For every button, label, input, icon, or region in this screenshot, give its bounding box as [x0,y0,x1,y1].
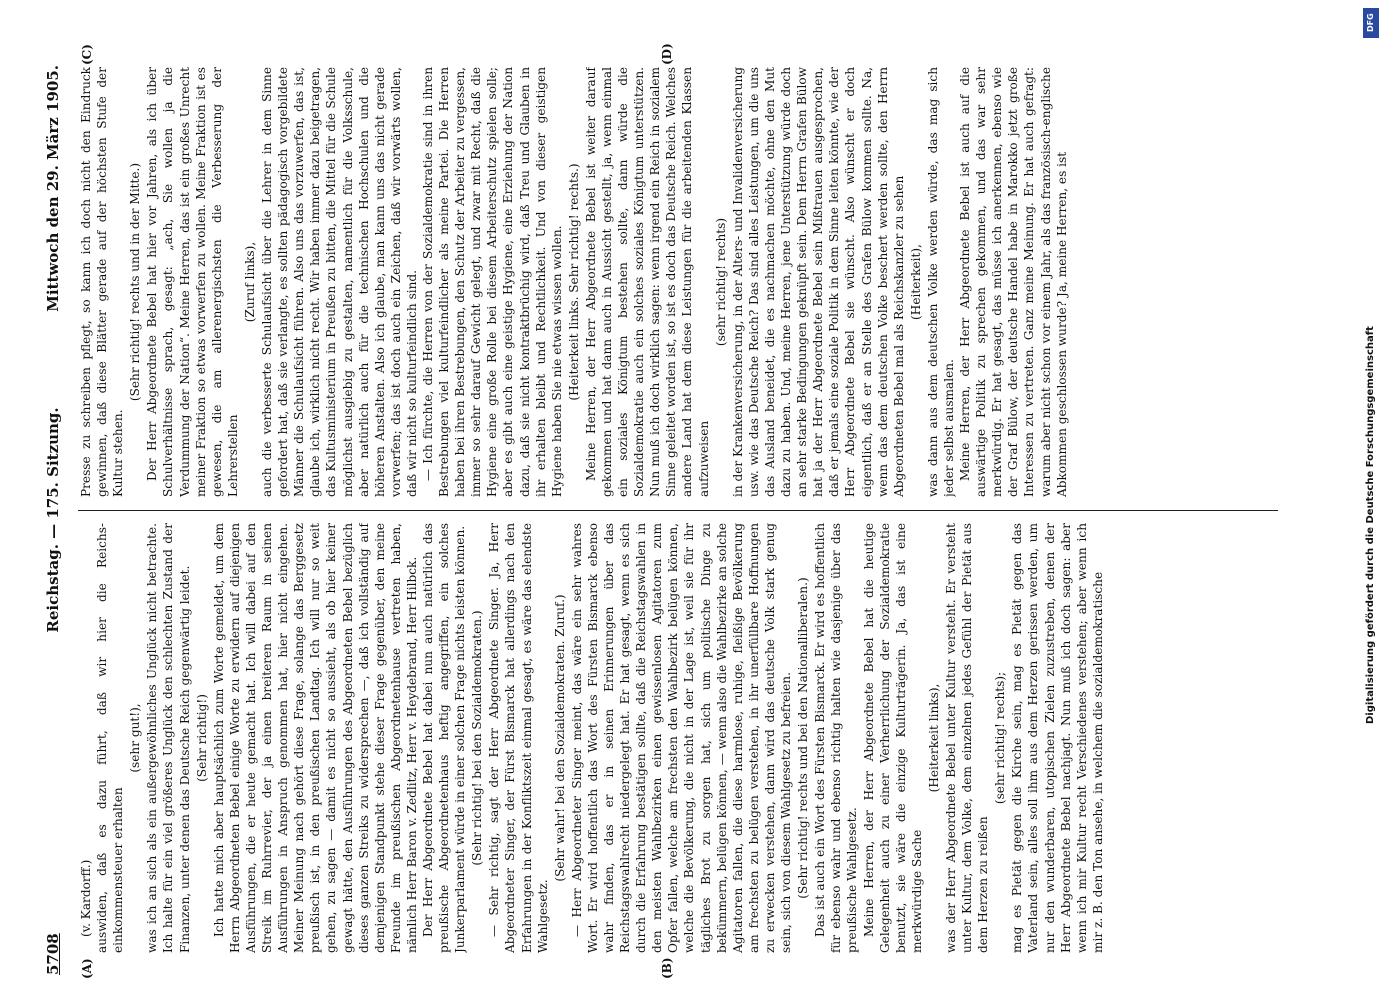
paragraph: was ich an sich als ein außergewöhnliches Unglück nicht betrachte. Ich halte für ein viel größeres Unglück den schlechten Zustand der Finanzen, unter denen das Deutsche Reich gegenwärtig leidet. [145,523,192,953]
margin-marker-d: (D) [660,43,674,65]
page-header [40,55,70,985]
paragraph: auswiden, daß es dazu führt, daß wir hier die Reichs-einkommensteuer erhalten [95,523,126,953]
interjection: (Heiterkeit links. Sehr richtig! rechts.) [566,163,581,401]
right-text-column [78,67,1328,497]
left-text-column [78,523,1328,953]
paragraph: — Sehr richtig, sagt der Herr Abgeordnete Singer. Ja, Herr Abgeordneter Singer, der Fürst Bismarck hat allerdings nach den Erfahrungen in der Konfliktszeit einmal gesagt, es wäre das elendste Wahlgesetz. [487,523,550,953]
interjection: (Sehr wahr! bei den Sozialdemokraten. Zuruf.) [552,594,567,882]
interjection: (Sehr richtig! bei den Sozialdemokraten.) [470,610,485,866]
paragraph: Presse zu schreiben pflegt, so kann ich doch nicht den Eindruck gewinnen, daß diese Blätter gerade auf der höchsten Stufe der Kultur stehen. [79,67,126,497]
page-number: 5708 [44,933,62,975]
paragraph: Das ist auch ein Wort des Fürsten Bismarck. Er wird es hoffentlich für ebenso wahr und ebenso richtig halten wie dasjenige über das preußische Wahlgesetz. [813,523,860,953]
paragraph: Meine Herren, der Herr Abgeordnete Bebel ist weiter darauf gekommen und hat dann auch in Aussicht gestellt, ja, wenn einmal ein soziales Königtum bestehen sollte, dann würde die Sozialdemokratie auch ein solches soziales Königtum unterstützen. Nun muß ich doch wirklich sagen: wenn irgend ein Reich in sozialem Sinne geleitet worden ist, so ist es doch das Deutsche Reich. Welches andere Land hat dem diese Leistungen für die arbeitenden Klassen aufzuweisen [583,67,711,497]
paragraph: was der Herr Abgeordnete Bebel unter Kultur versteht. Er versteht unter Kultur, dem Volke, dem einzelnen jedes Gefühl der Pietät aus dem Herzen zu reißen [943,523,991,953]
paragraph: mag es Pietät gegen die Kirche sein, mag es Pietät gegen das Vaterland sein, alles soll ihm aus dem Herzen gerissen werden, um nur den wunderbaren, utopischen Zielen zuzustreben, denen der Herr Abgeordnete Bebel nachjagt. Nun muß ich doch sagen: aber wenn ich mir Kultur recht Verschiedenes verstehen; aber wenn ich mir z. B. den Ton ansehe, in welchem die sozialdemokratische [1010,523,1105,953]
paragraph: Der Herr Abgeordnete Bebel hat hier vor Jahren, als ich über Schulverhältnisse sprach, gesagt: „ach, Sie wollen ja die Verdummung der Nation“. Meine Herren, das ist ein großes Unrecht meiner Fraktion so etwas vorwerfen zu wollen. Meine Fraktion ist es gewesen, die am allerenergischsten die Verbesserung der Lehrerstellen [145,67,240,497]
interjection: (Sehr richtig! rechts und bei den Nationalliberalen.) [796,577,811,899]
paragraph: — Herr Abgeordneter Singer meint, das wäre ein sehr wahres Wort. Er wird hoffentlich das Wort des Fürsten Bismarck ebenso wahr finden, das er in seinen Erinnerungen über das Reichstagswahlrecht niedergelegt hat. Er hat gesagt, wenn es sich durch die Erfahrung bestätigen sollte, daß die Reichstagswahlen in den meisten Wahlbezirken einen gewissenlosen Agitatoren zum Opfer fallen, welche am frechsten den Wahlbezirk belügen können, welche die Bevölkerung, die nicht in der Lage ist, weil sie für ihr tägliches Brot zu sorgen hat, sich um politische Dinge zu bekümmern, belügen können, — wenn also die Wahlbezirke an solche Agitatoren fallen, die diese harmlose, ruhige, fleißige Bevölkerung am frechsten zu belügen verstehen, in ihr unerfüllbare Hoffnungen zu erwecken verstehen, dann wird das deutsche Volk stark genug sein, sich von diesem Wahlgesetz zu befreien. [569,523,794,953]
paragraph: was dann aus dem deutschen Volke werden würde, das mag sich jeder selbst ausmalen. [925,67,956,497]
interjection: (Zuruf links), [242,241,257,323]
session-title: Reichstag. — 175. Sitzung. [44,407,62,633]
column-divider [78,510,1278,511]
digitization-note: Digitalisierung gefördert durch die Deutsche Forschungsgemeinschaft [1365,326,1376,724]
margin-marker-c: (C) [80,44,94,65]
margin-marker-a: (A) [80,958,94,979]
interjection: (sehr gut!), [128,703,143,773]
paragraph: Ich hatte mich aber hauptsächlich zum Worte gemeldet, um dem Herrn Abgeordneten Bebel einige Worte zu erwidern auf diejenigen Ausführungen, die er heute gemacht hat. Ich will dabei auf den Streik im Ruhrrevier, der ja einen breiteren Raum in seinen Ausführungen in Anspruch genommen hat, hier nicht eingehen. Meiner Meinung nach gehört diese Frage, solange das Berggesetz preußisch ist, in den preußischen Landtag. Ich will nur so weit gehen, zu sagen — damit es nicht so aussieht, als ob hier keiner gewagt hätte, den Ausführungen des Abgeordneten Bebel bezüglich dieses ganzen Streiks zu widersprechen —, daß ich vollständig auf demjenigen Standpunkt stehe dieser Frage gegenüber, den meine Freunde im preußischen Abgeordnetenhause vertreten haben, nämlich Herr Baron v. Zedlitz, Herr v. Heydebrand, Herr Hilbck. [211,523,419,953]
dfg-logo: DFG [1363,8,1379,38]
paragraph: in der Krankenversicherung, in der Alters- und Invalidenversicherung usw. wie das Deutsche Reich? Das sind alles Leistungen, um die uns das Ausland beneidet, die es nachmachen möchte, ohne den Mut dazu zu haben. Und, meine Herren, jene Unterstützung würde doch an sehr starke Bedingungen geknüpft sein. Dem Herrn Grafen Bülow hat ja der Herr Abgeordnete Bebel sein Mißtrauen ausgesprochen, daß er jemals eine soziale Politik in dem Sinne leiten könnte, wie der Herr Abgeordnete Bebel sie wünscht. Also wünscht er doch eigentlich, daß er an Stelle des Grafen Bülow kommen sollte. Na, wenn das dem deutschen Volke beschert werden sollte, den Herrn Abgeordneten Bebel mal als Reichskanzler zu sehen [730,67,906,497]
session-date: Mittwoch den 29. März 1905. [44,65,62,312]
interjection: (Sehr richtig! rechts und in der Mitte.) [128,162,143,402]
paragraph: auch die verbesserte Schulaufsicht über die Lehrer in dem Sinne gefordert hat, daß sie verlangte, es sollten pädagogisch vorgebildete Männer die Schulaufsicht führen. Also uns das vorzuwerfen, das ist, glaube ich, wirklich nicht recht. Wir haben immer dazu beigetragen, das Kultusministerium in Preußen zu bitten, die Mittel für die Schule möglichst ausgiebig zu gestalten, namentlich für die Volksschule, aber natürlich auch für die technischen Hochschulen und die höheren Anstalten. Also ich glaube, man kann uns das nicht gerade vorwerfen; das ist doch auch ein Zeichen, daß wir vorwärts wollen, daß wir nicht so kulturfeindlich sind. [260,67,419,497]
interjection: (sehr richtig! rechts); [993,671,1008,805]
margin-marker-b: (B) [660,957,674,979]
paragraph: — Ich fürchte, die Herren von der Sozialdemokratie sind in ihren Bestrebungen viel kulturfeindlicher als meine Partei. Die Herren haben bei ihren Bestrebungen, den Schutz der Arbeiter zu vergessen, immer so sehr darauf Gewicht gelegt, und zwar mit Recht, daß die Hygiene eine große Rolle bei diesem Arbeiterschutz spielen solle; aber es gibt auch eine geistige Hygiene, eine Erziehung der Nation dazu, daß sie nicht kontraktbrüchig wird, daß Treu und Glauben in ihr erhalten bleibt und Rechtlichkeit. Und von dieser geistigen Hygiene haben Sie nie etwas wissen wollen. [420,67,564,497]
paragraph: (v. Kardorff.) [79,859,93,937]
paragraph: Meine Herren, der Herr Abgeordnete Bebel ist auch auf die auswärtige Politik zu sprechen gekommen, und das war sehr merkwürdig. Er hat gesagt, das müsse ich anerkennen, ebenso wie der Graf Bülow, der deutsche Handel habe in Marokko jetzt große Interessen zu vertreten. Ganz meine Meinung. Er hat auch gefragt: warum aber nicht schon vor einem Jahr, als das französisch-englische Abkommen geschlossen wurde? Ja, meine Herren, es ist [958,67,1069,497]
rotated-page [40,43,1330,985]
interjection: (Heiterkeit links), [926,683,941,793]
interjection: (sehr richtig! rechts) [713,217,728,347]
paragraph: Meine Herren, der Herr Abgeordnete Bebel hat die heutige Gelegenheit auch zu einer Verherrlichung der Sozialdemokratie benutzt, sie wäre die einzige Kulturträgerin. Ja, das ist eine merkwürdige Sache [861,523,924,953]
paragraph: Der Herr Abgeordnete Bebel hat dabei nun auch natürlich das preußische Abgeordnetenhaus heftig angegriffen, ein solches Junkerparlament würde in einer solchen Frage nichts leisten können. [420,523,468,953]
interjection: (Sehr richtig!) [194,694,209,782]
interjection: (Heiterkeit), [908,244,923,320]
